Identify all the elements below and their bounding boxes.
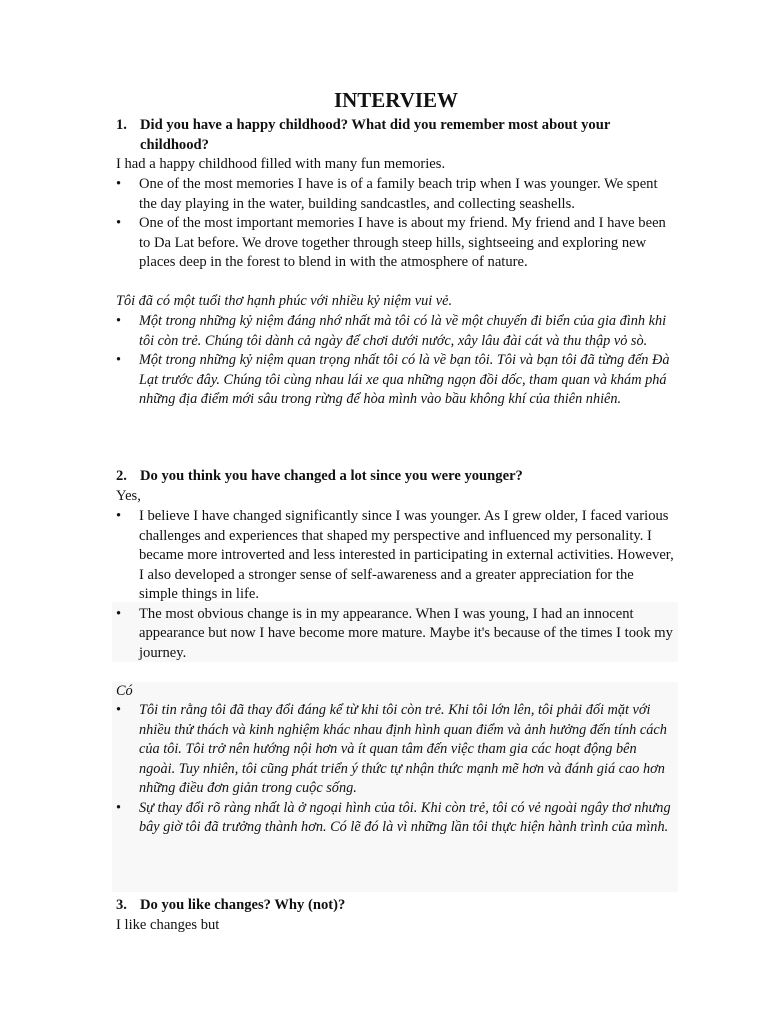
- answer-list: [116, 175, 676, 273]
- question-heading: [116, 467, 676, 487]
- list-item: [116, 605, 676, 664]
- list-item: [116, 214, 676, 273]
- translation-list: [116, 312, 676, 410]
- bullet-icon: •: [116, 215, 122, 231]
- answer-list: [116, 507, 676, 663]
- list-item-text: Một trong những kỷ niệm quan trọng nhất tôi có là về bạn tôi. Tôi và bạn tôi đã từng đến Đà Lạt trước đây. Chúng tôi cùng nhau lái xe qua những ngọn đồi dốc, tham quan và khám phá những địa điểm mới sâu trong rừng để hòa mình vào bầu không khí của thiên nhiên.: [139, 352, 670, 407]
- bullet-icon: •: [116, 605, 122, 622]
- question-heading: [116, 116, 676, 155]
- answer-intro: I had a happy childhood filled with many fun memories.: [116, 156, 446, 172]
- bullet-icon: •: [116, 176, 122, 192]
- translation-intro: Có: [116, 683, 133, 699]
- answer-intro: I like changes but: [116, 917, 220, 933]
- bullet-icon: •: [116, 313, 122, 329]
- answer-intro: Yes,: [116, 488, 141, 504]
- translation-list: [116, 701, 676, 838]
- document-title: INTERVIEW: [333, 88, 459, 112]
- question-text: Do you like changes? Why (not)?: [140, 897, 346, 913]
- list-item: [116, 507, 676, 605]
- translation-intro: Tôi đã có một tuổi thơ hạnh phúc với nhiều kỷ niệm vui vẻ.: [116, 293, 453, 309]
- list-item-text: Sự thay đổi rõ ràng nhất là ở ngoại hình của tôi. Khi còn trẻ, tôi có vẻ ngoài ngây thơ nhưng bây giờ tôi đã trưởng thành hơn. Có lẽ đó là vì những lần tôi thực hiện hành trình của mình.: [139, 799, 671, 835]
- list-item: [116, 175, 676, 214]
- bullet-icon: •: [116, 352, 122, 368]
- bullet-icon: •: [116, 799, 122, 816]
- question-number: 2.: [116, 468, 127, 484]
- question-text: Do you think you have changed a lot since you were younger?: [140, 468, 523, 484]
- question-number: 1.: [116, 117, 127, 133]
- list-item-text: One of the most important memories I have is about my friend. My friend and I have been to Da Lat before. We drove together through steep hills, sightseeing and exploring new places deep in the forest to blend in with the atmosphere of nature.: [139, 215, 666, 270]
- list-item-text: I believe I have changed significantly since I was younger. As I grew older, I faced various challenges and experiences that shaped my perspective and influenced my personality. I became more introverted and less interested in participating in external activities. However, I also developed a stronger sense of self-awareness and a greater appreciation for the simple things in life.: [139, 508, 674, 602]
- list-item-text: The most obvious change is in my appearance. When I was young, I had an innocent appearance but now I have become more mature. Maybe it's because of the times I took my journey.: [139, 605, 673, 661]
- list-item: [116, 701, 676, 799]
- list-item: [116, 351, 676, 410]
- bullet-icon: •: [116, 702, 122, 718]
- question-heading: [116, 896, 676, 916]
- list-item-text: One of the most memories I have is of a family beach trip when I was younger. We spent the day playing in the water, building sandcastles, and collecting seashells.: [139, 176, 658, 212]
- list-item-text: Tôi tin rằng tôi đã thay đổi đáng kể từ khi tôi còn trẻ. Khi tôi lớn lên, tôi phải đối mặt với nhiều thử thách và kinh nghiệm khác nhau định hình quan điểm và ảnh hưởng đến tính cách của tôi. Tôi trở nên hướng nội hơn và ít quan tâm đến việc tham gia các hoạt động bên ngoài. Tuy nhiên, tôi cũng phát triển ý thức tự nhận thức mạnh mẽ hơn và đánh giá cao hơn những điều đơn giản trong cuộc sống.: [139, 702, 667, 796]
- question-text: Did you have a happy childhood? What did you remember most about your childhood?: [140, 117, 611, 153]
- list-item: [116, 312, 676, 351]
- list-item-text: Một trong những kỷ niệm đáng nhớ nhất mà tôi có là về một chuyến đi biển của gia đình khi tôi còn trẻ. Chúng tôi dành cả ngày để chơi dưới nước, xây lâu đài cát và thu thập vỏ sò.: [139, 313, 667, 349]
- bullet-icon: •: [116, 508, 122, 524]
- list-item: [116, 799, 676, 838]
- question-number: 3.: [116, 897, 127, 913]
